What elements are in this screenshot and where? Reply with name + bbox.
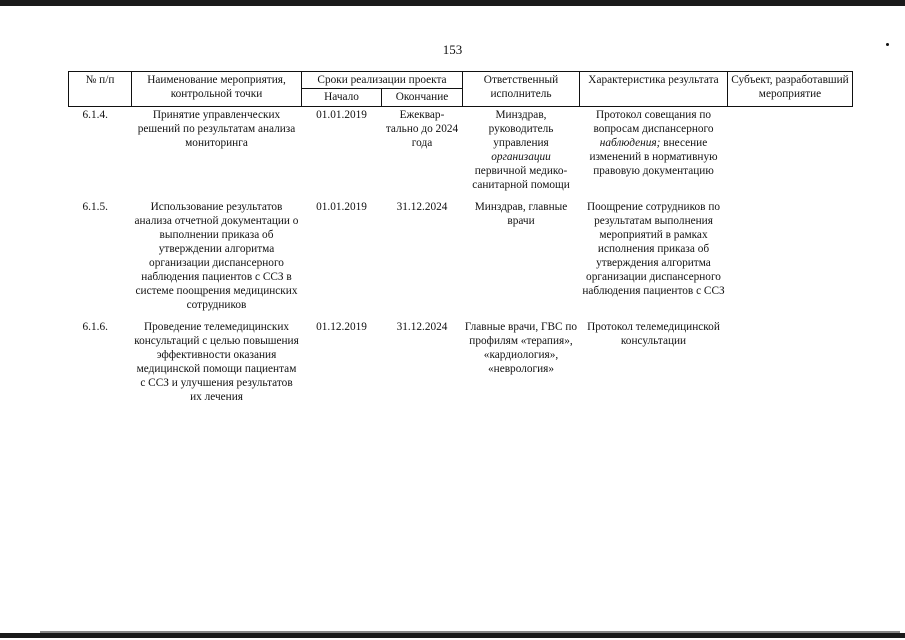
row-result: Протокол телемедицинской консультации [587,321,720,347]
row-start-date: 01.01.2019 [316,109,367,121]
row-subject [728,312,853,404]
header-responsible: Ответственный исполнитель [463,72,580,107]
activities-table [68,71,853,404]
table-row [69,107,853,193]
row-end-date: Ежеквар-тально до 2024 года [385,109,459,149]
row-end-date: 31.12.2024 [396,321,448,333]
header-result: Характеристика результата [580,72,728,107]
row-activity-name: Проведение телемедицинских консультаций с целью повышения эффективности оказания медицинской помощи пациентам с ССЗ и улучшения результатов их лечения [134,321,299,403]
row-subject [728,107,853,193]
scan-edge-bottom [0,633,905,638]
header-period: Сроки реализации проекта [302,72,463,89]
page-number: 153 [442,42,463,57]
row-result: Поощрение сотрудников по результатам выполнения мероприятий в рамках исполнения приказа об утверждения алгоритма организации диспансерного наблюдения пациентов с ССЗ [582,201,725,297]
row-activity-name: Использование результатов анализа отчетной документации о выполнении приказа об утверждении алгоритма организации диспансерного наблюдения пациентов с ССЗ в системе поощрения медицинских сотрудников [134,201,299,311]
row-number: 6.1.4. [82,109,108,121]
row-number: 6.1.6. [82,321,108,333]
responsible-text: Минздрав, руководитель управления [488,109,554,149]
scan-edge-top [0,0,905,6]
row-result [580,107,728,193]
row-responsible [463,107,580,193]
responsible-text-italic: организации [491,151,551,163]
header-start: Начало [302,89,382,107]
row-start-date: 01.01.2019 [316,201,367,213]
row-subject [728,192,853,312]
header-end: Окончание [382,89,463,107]
row-number: 6.1.5. [82,201,108,213]
header-subject: Субъект, разработавший мероприятие [728,72,853,107]
row-responsible: Минздрав, главные врачи [474,201,568,227]
row-activity-name: Принятие управленческих решений по результатам анализа мониторинга [137,109,296,149]
header-num: № п/п [69,72,132,107]
table-header [69,72,853,107]
result-text: внесение изменений в нормативную правовую документацию [589,137,718,177]
row-start-date: 01.12.2019 [316,321,367,333]
table-row [69,312,853,404]
result-text: Протокол совещания по вопросам диспансерного [593,109,714,135]
table-row [69,192,853,312]
result-text-italic: наблюдения; [599,137,661,149]
row-responsible: Главные врачи, ГВС по профилям «терапия», «кардиология», «неврология» [464,321,578,375]
header-name: Наименование мероприятия, контрольной точки [132,72,302,107]
responsible-text: первичной медико-санитарной помощи [472,165,570,191]
row-end-date: 31.12.2024 [396,201,448,213]
